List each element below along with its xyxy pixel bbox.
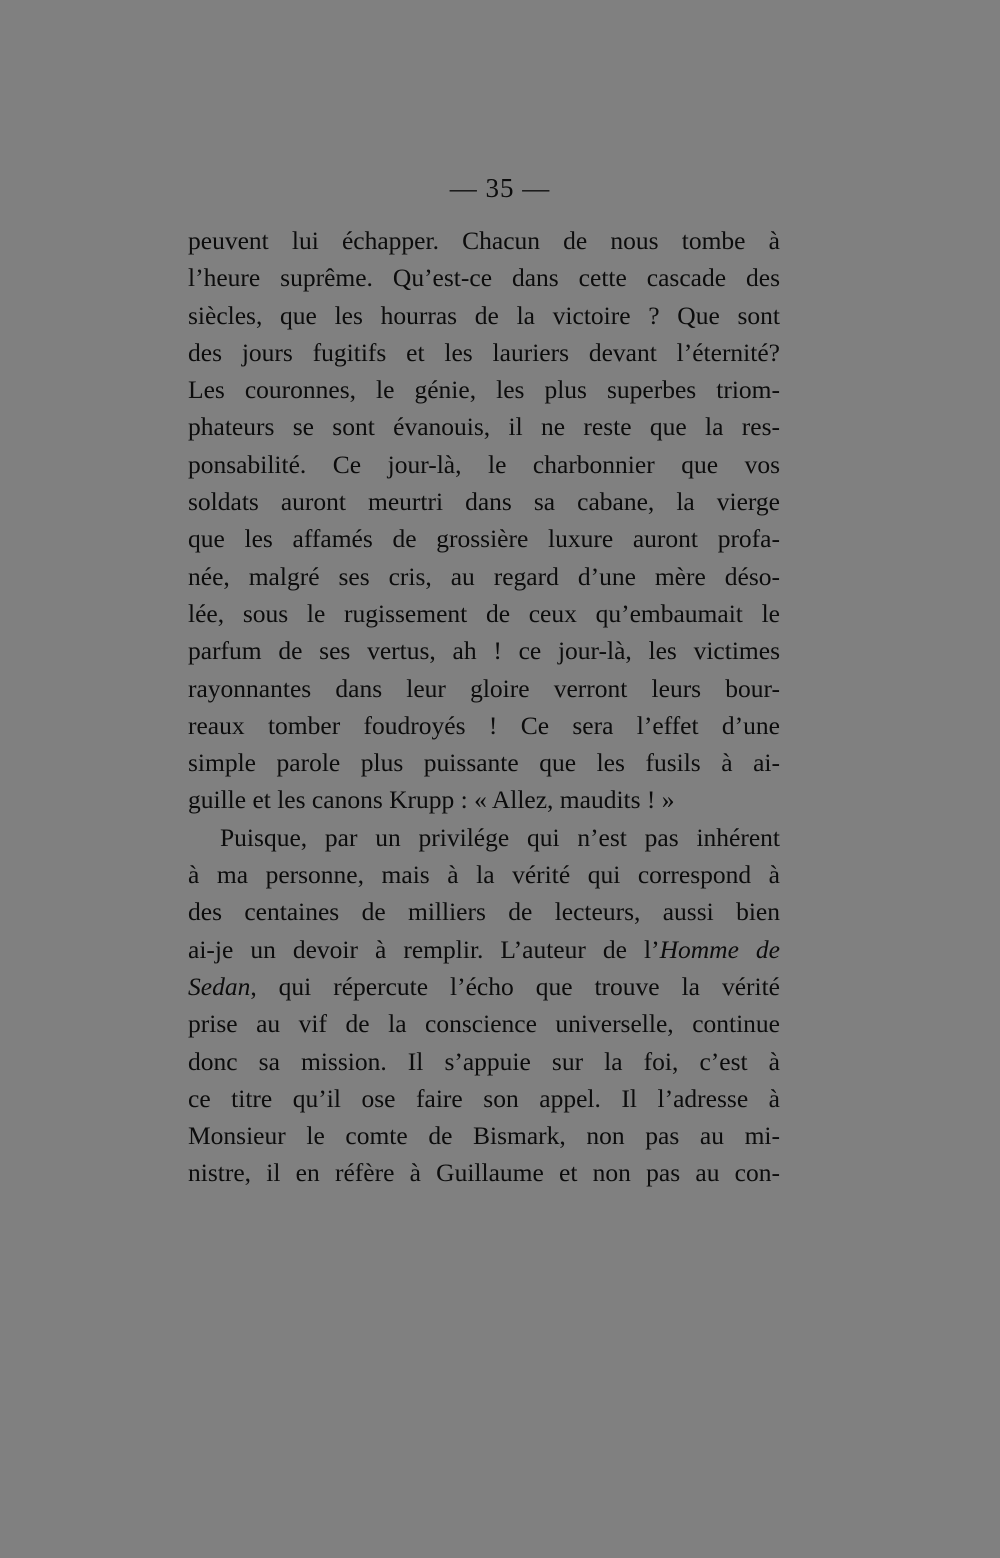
paragraph-end-line: guille et les canons Krupp : « Allez, maudits ! » (188, 785, 675, 815)
text-line: à ma personne, mais à la vérité qui correspond à (188, 860, 780, 890)
text-segment: , qui répercute l’écho que trouve la vérité (250, 971, 780, 1001)
text-line: nistre, il en réfère à Guillaume et non pas au con- (188, 1158, 780, 1188)
text-line: siècles, que les hourras de la victoire ? Que sont (188, 300, 780, 330)
page-number: — 35 — (449, 173, 551, 203)
paragraph-start-line: Puisque, par un privilége qui n’est pas inhérent (220, 822, 780, 852)
text-line: l’heure suprême. Qu’est-ce dans cette cascade des (188, 263, 780, 293)
text-line: soldats auront meurtri dans sa cabane, la vierge (188, 487, 780, 517)
body-text (188, 222, 780, 1192)
book-title-italic: Homme de (659, 934, 780, 964)
text-line: des jours fugitifs et les lauriers devant l’éternité? (188, 337, 780, 367)
text-line: reaux tomber foudroyés ! Ce sera l’effet d’une (188, 710, 780, 740)
text-line: donc sa mission. Il s’appuie sur la foi, c’est à (188, 1046, 780, 1076)
text-line: parfum de ses vertus, ah ! ce jour-là, les victimes (188, 636, 780, 666)
text-line: Les couronnes, le génie, les plus superbes triom- (188, 375, 780, 405)
text-segment: ai-je un devoir à remplir. L’auteur de l’ (188, 934, 660, 964)
text-line: simple parole plus puissante que les fusils à ai- (188, 748, 780, 778)
text-line: née, malgré ses cris, au regard d’une mère déso- (188, 561, 780, 591)
text-line: ce titre qu’il ose faire son appel. Il l’adresse à (188, 1083, 780, 1113)
text-line: peuvent lui échapper. Chacun de nous tombe à (188, 226, 780, 255)
text-line: que les affamés de grossière luxure auront profa- (188, 524, 780, 554)
text-line: phateurs se sont évanouis, il ne reste que la res- (188, 412, 780, 442)
text-line: rayonnantes dans leur gloire verront leurs bour- (188, 673, 780, 703)
text-line-with-title (188, 968, 780, 1005)
text-line-with-title (188, 931, 780, 968)
text-line: lée, sous le rugissement de ceux qu’embaumait le (188, 598, 780, 628)
text-line: ponsabilité. Ce jour-là, le charbonnier que vos (188, 449, 780, 479)
text-line: Monsieur le comte de Bismark, non pas au mi- (188, 1121, 780, 1151)
book-title-italic: Sedan (188, 971, 251, 1001)
text-line: des centaines de milliers de lecteurs, aussi bien (188, 897, 780, 927)
text-line: prise au vif de la conscience universelle, continue (188, 1009, 780, 1039)
